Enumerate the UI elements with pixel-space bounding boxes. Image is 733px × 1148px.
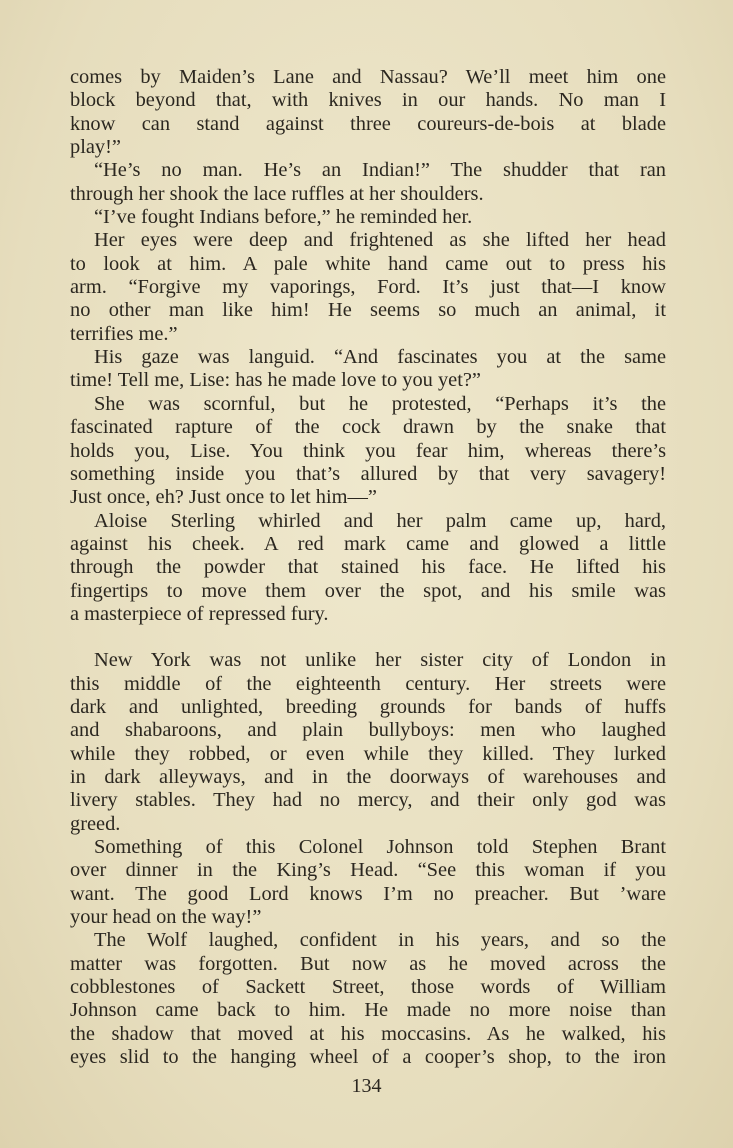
text-line: greed. (70, 812, 121, 835)
text-line: through the powder that stained his face. He lifted his (70, 556, 666, 579)
text-line: “I’ve fought Indians before,” he reminded her. (94, 206, 473, 229)
paragraph (70, 836, 666, 929)
text-line: Her eyes were deep and frightened as she lifted her head (94, 229, 666, 252)
text-line: dark and unlighted, breeding grounds for bands of huffs (70, 695, 666, 718)
paragraph (70, 66, 666, 159)
text-line: livery stables. They had no mercy, and their only god was (70, 789, 666, 812)
text-line: cobblestones of Sackett Street, those words of William (70, 976, 666, 999)
text-line: to look at him. A pale white hand came out to press his (70, 252, 666, 275)
paragraph (70, 229, 666, 346)
text-line: Something of this Colonel Johnson told Stephen Brant (94, 836, 666, 858)
text-line: New York was not unlike her sister city of London in (94, 649, 666, 672)
paragraph (70, 649, 666, 836)
text-line: want. The good Lord knows I’m no preacher. But ’ware (70, 882, 666, 905)
paragraph (70, 929, 666, 1069)
text-line: over dinner in the King’s Head. “See this woman if you (70, 859, 666, 882)
text-line: holds you, Lise. You think you fear him, whereas there’s (70, 439, 666, 462)
text-line: through her shook the lace ruffles at her shoulders. (70, 182, 484, 205)
text-line: Just once, eh? Just once to let him—” (70, 486, 377, 509)
text-line: comes by Maiden’s Lane and Nassau? We’ll meet him one (70, 66, 666, 88)
paragraph (70, 346, 666, 393)
text-line: while they robbed, or even while they killed. They lurked (70, 742, 666, 765)
text-line: in dark alleyways, and in the doorways of warehouses and (70, 765, 666, 788)
text-line: terrifies me.” (70, 322, 178, 345)
page-number: 134 (351, 1075, 382, 1097)
book-page-text (70, 66, 666, 1069)
text-line: arm. “Forgive my vaporings, Ford. It’s just that—I know (70, 276, 666, 299)
text-line: a masterpiece of repressed fury. (70, 602, 329, 625)
paragraph (70, 510, 666, 627)
text-line: no other man like him! He seems so much an animal, it (70, 299, 666, 322)
text-line: block beyond that, with knives in our hands. No man I (70, 89, 666, 112)
text-line: play!” (70, 136, 121, 159)
text-line: She was scornful, but he protested, “Perhaps it’s the (94, 392, 666, 415)
text-line: fingertips to move them over the spot, and his smile was (70, 579, 666, 602)
text-line: The Wolf laughed, confident in his years, and so the (94, 929, 666, 952)
text-line: your head on the way!” (70, 906, 262, 929)
text-line: eyes slid to the hanging wheel of a cooper’s shop, to the iron (70, 1046, 666, 1069)
text-line: fascinated rapture of the cock drawn by the snake that (70, 416, 666, 439)
text-line: and shabaroons, and plain bullyboys: men who laughed (70, 719, 666, 742)
text-line: the shadow that moved at his moccasins. As he walked, his (70, 1022, 666, 1045)
text-line: Johnson came back to him. He made no more noise than (70, 999, 666, 1022)
text-line: something inside you that’s allured by that very savagery! (70, 462, 666, 485)
text-line: know can stand against three coureurs-de-bois at blade (70, 112, 666, 135)
paragraph (70, 393, 666, 510)
text-line: His gaze was languid. “And fascinates you at the same (94, 346, 666, 369)
text-line: matter was forgotten. But now as he moved across the (70, 952, 666, 975)
text-line: Aloise Sterling whirled and her palm came up, hard, (94, 509, 666, 532)
section-break (70, 626, 666, 649)
text-line: “He’s no man. He’s an Indian!” The shudder that ran (94, 159, 666, 182)
paragraph (70, 206, 666, 229)
text-line: against his cheek. A red mark came and glowed a little (70, 532, 666, 555)
text-line: time! Tell me, Lise: has he made love to you yet?” (70, 369, 481, 392)
text-line: this middle of the eighteenth century. Her streets were (70, 672, 666, 695)
paragraph (70, 159, 666, 206)
